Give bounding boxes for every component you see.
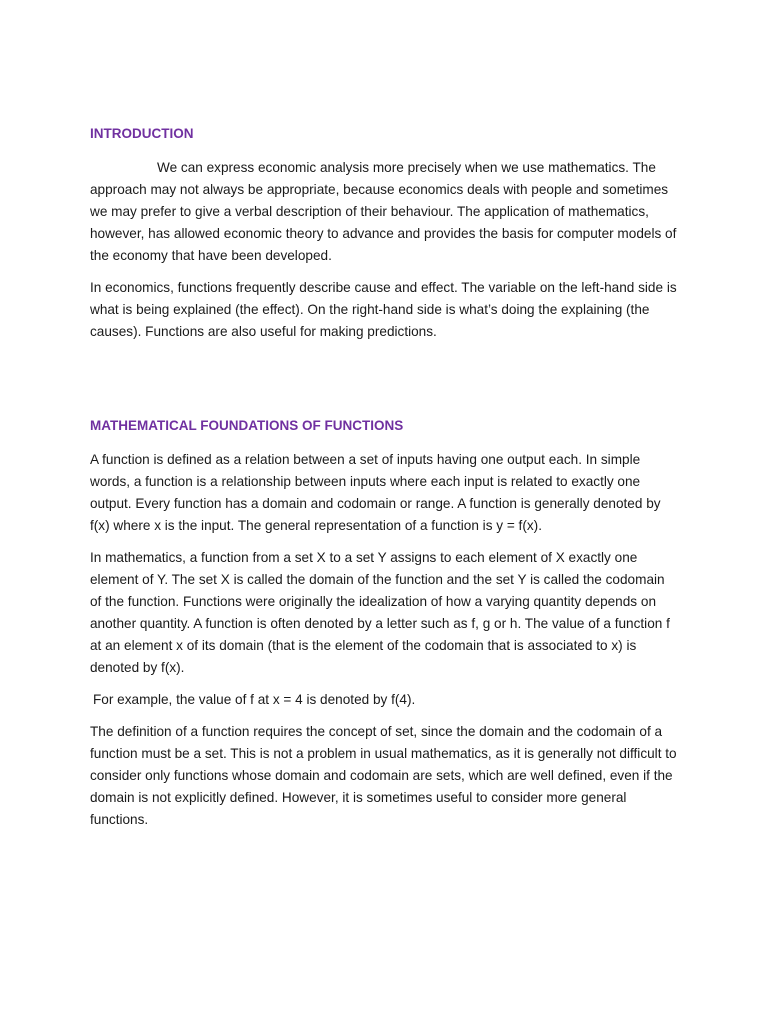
document-page [90,125,678,841]
section-gap [90,353,678,417]
foundations-paragraph-4: The definition of a function requires the concept of set, since the domain and the codomain of a function must be a set. This is not a problem in usual mathematics, as it is generally not difficult to consider only functions whose domain and codomain are sets, which are well defined, even if the domain is not explicitly defined. However, it is sometimes useful to consider more general functions. [90,724,677,827]
section-introduction [90,125,678,343]
foundations-example-paragraph: For example, the value of f at x = 4 is denoted by f(4). [93,692,416,707]
foundations-paragraph-2: In mathematics, a function from a set X to a set Y assigns to each element of X exactly one element of Y. The set X is called the domain of the function and the set Y is called the codomain of the function. Functions were originally the idealization of how a varying quantity depends on another quantity. A function is often denoted by a letter such as f, g or h. The value of a function f at an element x of its domain (that is the element of the codomain that is associated to x) is denoted by f(x). [90,550,670,675]
foundations-paragraph-1: A function is defined as a relation between a set of inputs having one output each. In simple words, a function is a relationship between inputs where each input is related to exactly one output. Every function has a domain and codomain or range. A function is generally denoted by f(x) where x is the input. The general representation of a function is y = f(x). [90,452,661,533]
section-heading-foundations: MATHEMATICAL FOUNDATIONS OF FUNCTIONS [90,418,404,433]
intro-paragraph-2: In economics, functions frequently describe cause and effect. The variable on the left-hand side is what is being explained (the effect). On the right-hand side is what’s doing the explaining (the causes). Functions are also useful for making predictions. [90,280,677,339]
section-heading-introduction: INTRODUCTION [90,126,194,141]
intro-paragraph-1: We can express economic analysis more precisely when we use mathematics. The approach may not always be appropriate, because economics deals with people and sometimes we may prefer to give a verbal description of their behaviour. The application of mathematics, however, has allowed economic theory to advance and provides the basis for computer models of the economy that have been developed. [90,160,677,263]
section-mathematical-foundations [90,417,678,831]
